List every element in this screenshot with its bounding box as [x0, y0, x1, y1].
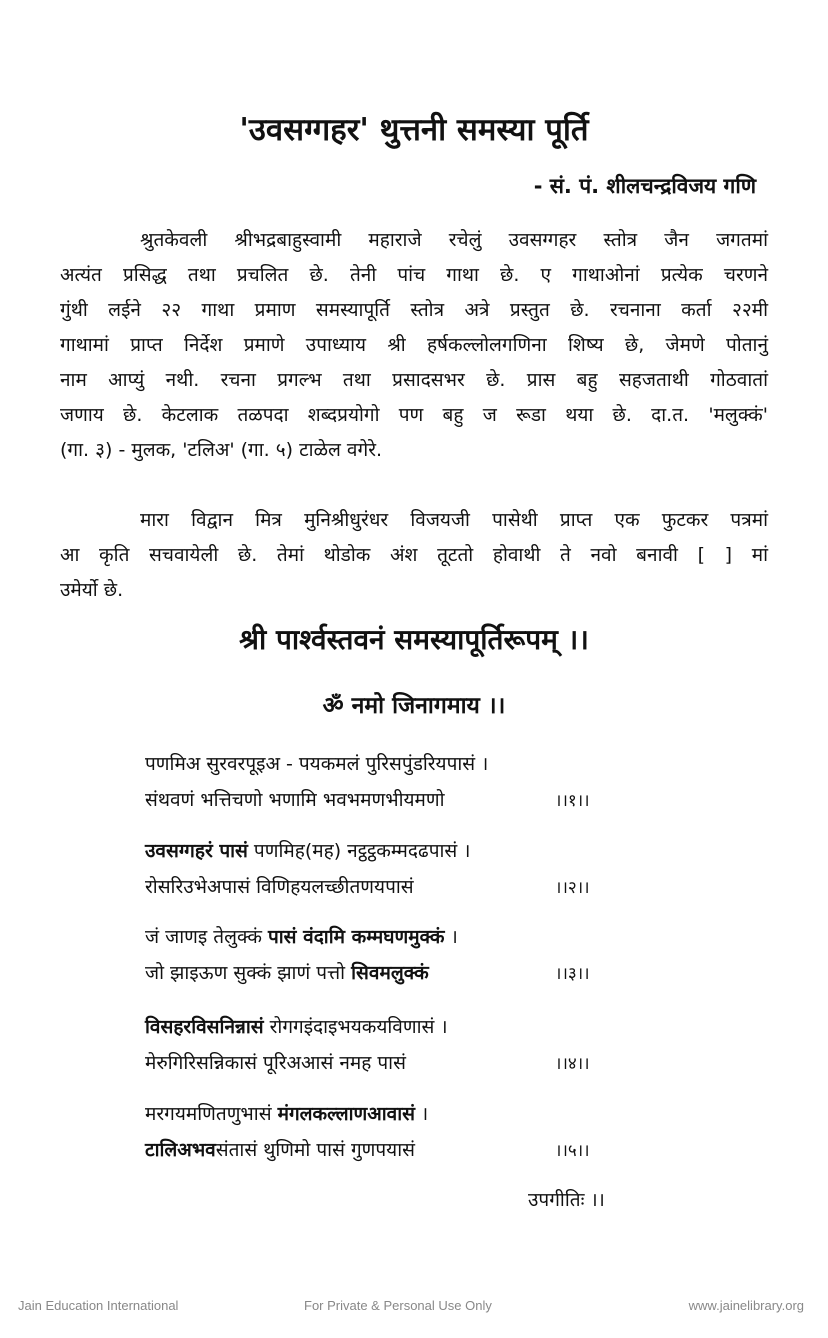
footer-left: Jain Education International [18, 1298, 179, 1313]
verse-line [145, 873, 414, 899]
footer-center: For Private & Personal Use Only [304, 1298, 492, 1313]
verse-line [145, 750, 488, 776]
verse-segment: टालिअभव [145, 1139, 216, 1161]
verse-segment: जो झाइऊण सुक्कं झाणं पत्तो [145, 962, 352, 984]
verse-line [145, 1136, 415, 1162]
paragraph-line: नाम आप्युं नथी. रचना प्रगल्भ तथा प्रसादसभर छे. प्रास बहु सहजताथी गोठवातां [60, 369, 768, 391]
verse-segment: उवसग्गहरं पासं [145, 840, 248, 862]
verse-line [145, 1049, 406, 1075]
verse-segment: सिवमलुक्कं [351, 962, 429, 984]
verse-number: ।।५।। [555, 1141, 590, 1161]
invocation: ॐ नमो जिनागमाय ।। [322, 693, 506, 719]
stotra-heading: श्री पार्श्वस्तवनं समस्यापूर्तिरूपम् ।। [239, 623, 589, 656]
paragraph-line: गुंथी लईने २२ गाथा प्रमाण समस्यापूर्ति स्तोत्र अत्रे प्रस्तुत छे. रचनाना कर्ता २२मी [60, 299, 768, 321]
verse-segment: संतासं थुणिमो पासं गुणपयासं [215, 1139, 415, 1161]
verse-number: ।।२।। [555, 878, 590, 898]
verse-segment: संथवणं भत्तिचणो भणामि भवभमणभीयमणो [145, 789, 445, 811]
verse-line [145, 837, 471, 863]
paragraph-line: मारा विद्वान मित्र मुनिश्रीधुरंधर विजयजी पासेथी प्राप्त एक फुटकर पत्रमां [140, 509, 768, 531]
verse-segment: मंगलकल्लाणआवासं [277, 1103, 415, 1125]
paragraph-line: गाथामां प्राप्त निर्देश प्रमाणे उपाध्याय श्री हर्षकल्लोलगणिना शिष्य छे, जेमणे पोतानुं [60, 334, 768, 356]
verse-line [145, 786, 445, 812]
verse-number: ।।१।। [555, 791, 590, 811]
verse-segment: पणमिअ सुरवरपूइअ - पयकमलं पुरिसपुंडरियपासं । [145, 753, 489, 775]
paragraph-line: आ कृति सचवायेली छे. तेमां थोडोक अंश तूटतो होवाथी ते नवो बनावी [ ] मां [60, 544, 768, 566]
verse-line [145, 959, 429, 985]
verse-segment: रोगगइंदाइभयकयविणासं । [263, 1016, 448, 1038]
verse-segment: जं जाणइ तेलुक्कं [145, 926, 268, 948]
paragraph-line: (गा. ३) - मुलक, 'टलिअ' (गा. ५) टाळेल वगेरे. [60, 439, 383, 461]
page-title: 'उवसग्गहर' थुत्तनी समस्या पूर्ति [239, 112, 589, 148]
paragraph-line: अत्यंत प्रसिद्ध तथा प्रचलित छे. तेनी पांच गाथा छे. ए गाथाओनां प्रत्येक चरणने [60, 264, 768, 286]
verse-number: ।।३।। [555, 964, 590, 984]
verse-line [145, 923, 458, 949]
verse-segment: विसहरविसनिन्नासं [145, 1016, 264, 1038]
verse-line [145, 1100, 428, 1126]
metre-label: उपगीतिः ।। [528, 1189, 605, 1211]
verse-number: ।।४।। [555, 1054, 590, 1074]
verse-segment: । [415, 1103, 429, 1125]
paragraph-line: उमेर्यो छे. [60, 579, 124, 601]
verse-segment: पासं वंदामि कम्मघणमुक्कं [267, 926, 445, 948]
verse-segment: रोसरिउभेअपासं विणिहयलच्छीतणयपासं [145, 876, 414, 898]
verse-segment: मेरुगिरिसन्निकासं पूरिअआसं नमह पासं [145, 1052, 406, 1074]
verse-segment: मरगयमणितणुभासं [145, 1103, 278, 1125]
verse-segment: । [444, 926, 458, 948]
footer-right[interactable]: www.jainelibrary.org [688, 1298, 804, 1313]
verse-segment: पणमिह(मह) नट्ठट्ठकम्मदढपासं । [247, 840, 471, 862]
verse-line [145, 1013, 448, 1039]
author-line: - सं. पं. शीलचन्द्रविजय गणि [533, 174, 756, 198]
paragraph-line: जणाय छे. केटलाक तळपदा शब्दप्रयोगो पण बहु ज रूडा थया छे. दा.त. 'मलुक्कं' [60, 404, 768, 426]
paragraph-line: श्रुतकेवली श्रीभद्रबाहुस्वामी महाराजे रचेलुं उवसग्गहर स्तोत्र जैन जगतमां [140, 229, 768, 251]
